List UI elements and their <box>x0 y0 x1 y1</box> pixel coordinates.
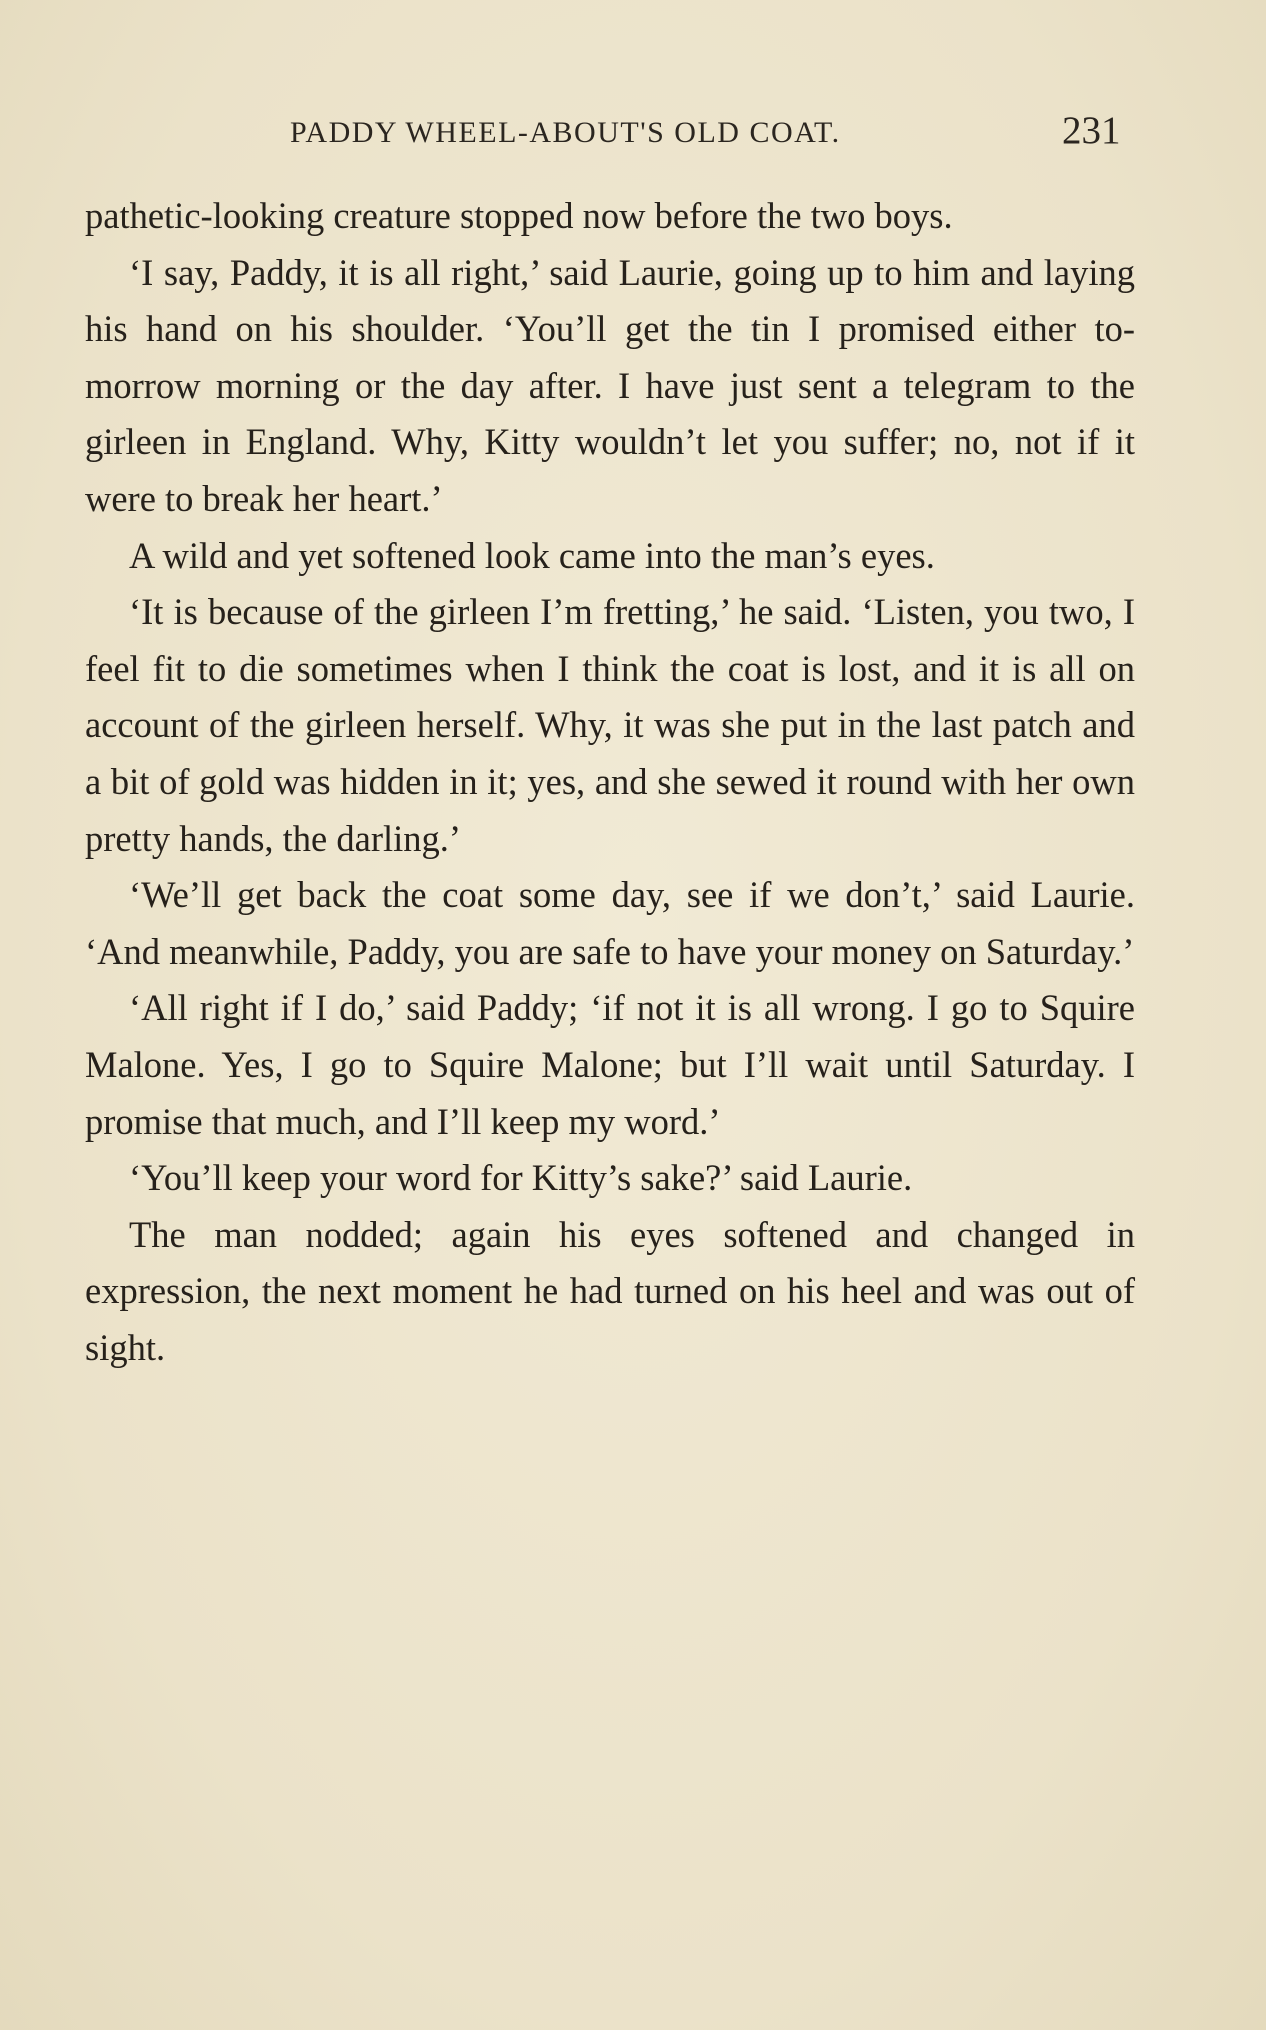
running-head-title: PADDY WHEEL-ABOUT'S OLD COAT. <box>290 116 841 149</box>
paragraph: The man nodded; again his eyes softened and changed in expression, the next moment he had turned on his heel and was out of sight. <box>85 1213 1135 1368</box>
paragraph: A wild and yet softened look came into the man’s eyes. <box>129 534 935 576</box>
paragraph-continuation: pathetic-looking creature stopped now before the two boys. <box>85 195 953 236</box>
paragraph: ‘All right if I do,’ said Paddy; ‘if not it is all wrong. I go to Squire Malone. Yes, I go to Squire Malone; but I’ll wait until Saturday. I promise that much, and I’ll keep my word.’ <box>85 987 1135 1142</box>
page-number: 231 <box>1062 109 1121 152</box>
paragraph: ‘I say, Paddy, it is all right,’ said Laurie, going up to him and laying his hand on his shoulder. ‘You’ll get the tin I promised either to-morrow morning or the day after. I have just sent a telegram to the girleen in England. Why, Kitty wouldn’t let you suffer; no, not if it were to break her heart.’ <box>85 251 1135 519</box>
body-text <box>85 188 1135 1376</box>
paragraph: ‘We’ll get back the coat some day, see if we don’t,’ said Laurie. ‘And meanwhile, Paddy, you are safe to have your money on Saturday.’ <box>85 874 1135 972</box>
paragraph: ‘It is because of the girleen I’m fretting,’ he said. ‘Listen, you two, I feel fit to die sometimes when I think the coat is lost, and it is all on account of the girleen herself. Why, it was she put in the last patch and a bit of gold was hidden in it; yes, and she sewed it round with her own pretty hands, the darling.’ <box>85 591 1135 859</box>
paragraph: ‘You’ll keep your word for Kitty’s sake?’ said Laurie. <box>129 1157 913 1199</box>
running-head <box>0 108 1266 168</box>
